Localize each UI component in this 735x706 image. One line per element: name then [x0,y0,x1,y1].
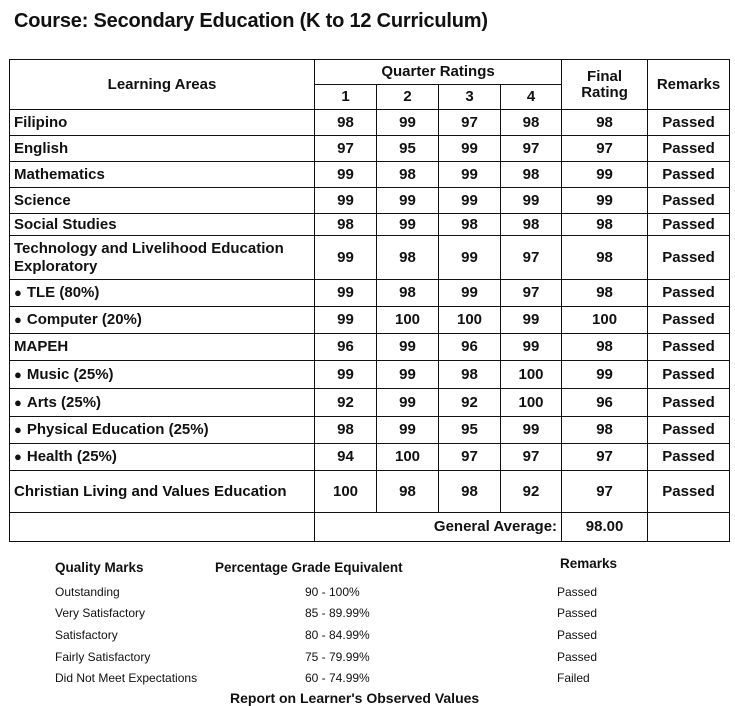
header-quarter-ratings: Quarter Ratings [315,60,562,85]
legend-header-percentage: Percentage Grade Equivalent [215,560,403,575]
final-rating: 98 [562,236,648,280]
legend-range: 60 - 74.99% [305,671,370,685]
header-final-rating: Final Rating [562,60,648,110]
final-rating: 98 [562,417,648,444]
general-average-row [10,513,730,542]
table-row [10,110,730,136]
quarter-rating: 98 [315,417,377,444]
quarter-rating: 97 [501,236,562,280]
quarter-rating: 99 [315,307,377,334]
final-rating: 97 [562,136,648,162]
quarter-rating: 99 [439,236,501,280]
legend-remarks: Passed [557,606,598,620]
observed-values-title: Report on Learner's Observed Values [230,690,480,706]
final-rating: 98 [562,334,648,361]
quarter-rating: 99 [377,334,439,361]
quarter-rating: 99 [315,361,377,389]
learning-area-name: Mathematics [10,162,315,188]
quarter-rating: 98 [501,214,562,236]
learning-area-name: Social Studies [10,214,315,236]
quarter-rating: 98 [439,361,501,389]
final-rating: 99 [562,188,648,214]
quarter-rating: 97 [439,444,501,471]
final-rating: 98 [562,214,648,236]
grades-table [9,59,730,542]
final-rating: 97 [562,471,648,513]
quarter-rating: 98 [377,236,439,280]
quarter-rating: 95 [377,136,439,162]
bullet-icon: ● [14,394,22,410]
legend-remarks: Passed [557,585,598,599]
quarter-rating: 100 [377,444,439,471]
legend-remarks: Passed [557,628,598,642]
remarks-cell: Passed [648,110,730,136]
quarter-rating: 99 [315,280,377,307]
quarter-rating: 99 [501,417,562,444]
quarter-rating: 100 [315,471,377,513]
quarter-rating: 98 [501,110,562,136]
quarter-rating: 98 [315,214,377,236]
quarter-rating: 99 [377,417,439,444]
legend-quality-mark: Outstanding [55,585,120,599]
remarks-cell: Passed [648,361,730,389]
learning-area-name: Christian Living and Values Education [10,471,315,513]
learning-subarea: ● Arts (25%) [10,389,315,417]
header-quarter-4: 4 [501,85,562,110]
legend-header-remarks: Remarks [560,556,618,571]
table-row [10,307,730,334]
quarter-rating: 99 [501,334,562,361]
final-rating: 98 [562,280,648,307]
remarks-cell: Passed [648,188,730,214]
header-quarter-2: 2 [377,85,439,110]
quarter-rating: 99 [315,188,377,214]
quarter-rating: 96 [315,334,377,361]
final-rating: 99 [562,361,648,389]
quarter-rating: 98 [377,162,439,188]
quarter-rating: 99 [439,162,501,188]
remarks-cell: Passed [648,417,730,444]
remarks-cell: Passed [648,280,730,307]
table-row [10,444,730,471]
quarter-rating: 92 [315,389,377,417]
remarks-cell: Passed [648,214,730,236]
quarter-rating: 100 [501,389,562,417]
quarter-rating: 99 [439,188,501,214]
quarter-rating: 98 [439,214,501,236]
legend-header-quality-marks: Quality Marks [55,560,144,575]
remarks-cell: Passed [648,236,730,280]
quarter-rating: 99 [377,188,439,214]
quarter-rating: 100 [501,361,562,389]
bullet-icon: ● [14,312,22,327]
quarter-rating: 100 [377,307,439,334]
quarter-rating: 98 [315,110,377,136]
bullet-icon: ● [14,449,22,464]
final-rating: 99 [562,162,648,188]
quarter-rating: 99 [377,110,439,136]
header-remarks: Remarks [648,60,730,110]
remarks-cell: Passed [648,334,730,361]
quarter-rating: 97 [501,444,562,471]
quarter-rating: 97 [501,136,562,162]
quarter-rating: 99 [501,307,562,334]
learning-subarea: ● Physical Education (25%) [10,417,315,444]
header-quarter-3: 3 [439,85,501,110]
general-average-value: 98.00 [562,513,648,542]
general-average-label: General Average: [315,513,562,542]
remarks-cell: Passed [648,389,730,417]
table-row [10,280,730,307]
quarter-rating: 96 [439,334,501,361]
learning-subarea: ● TLE (80%) [10,280,315,307]
final-rating: 100 [562,307,648,334]
legend-range: 90 - 100% [305,585,360,599]
quarter-rating: 92 [501,471,562,513]
quarter-rating: 98 [377,471,439,513]
bullet-icon: ● [14,422,22,437]
quarter-rating: 99 [377,361,439,389]
table-row [10,162,730,188]
bullet-icon: ● [14,285,22,300]
quarter-rating: 99 [377,389,439,417]
quarter-rating: 98 [439,471,501,513]
legend-quality-mark: Very Satisfactory [55,606,146,620]
header-learning-areas: Learning Areas [10,60,315,110]
table-row [10,136,730,162]
learning-area-name: Technology and Livelihood Education Exploratory [10,236,315,280]
quarter-rating: 99 [377,214,439,236]
table-row [10,334,730,361]
quarter-rating: 92 [439,389,501,417]
quarter-rating: 97 [439,110,501,136]
quarter-rating: 99 [315,162,377,188]
legend-quality-mark: Fairly Satisfactory [55,650,151,664]
table-row [10,417,730,444]
legend-remarks: Passed [557,650,598,664]
remarks-cell: Passed [648,162,730,188]
learning-subarea: ● Computer (20%) [10,307,315,334]
learning-subarea: ● Music (25%) [10,361,315,389]
final-rating: 97 [562,444,648,471]
quarter-rating: 98 [377,280,439,307]
table-row [10,188,730,214]
learning-area-name: Filipino [10,110,315,136]
legend-range: 85 - 89.99% [305,606,370,620]
remarks-cell: Passed [648,307,730,334]
bullet-icon: ● [14,366,22,382]
learning-area-name: English [10,136,315,162]
quarter-rating: 97 [315,136,377,162]
quarter-rating: 94 [315,444,377,471]
learning-subarea: ● Health (25%) [10,444,315,471]
legend-remarks: Failed [557,671,590,685]
remarks-cell: Passed [648,136,730,162]
table-row [10,471,730,513]
remarks-cell: Passed [648,471,730,513]
quarter-rating: 95 [439,417,501,444]
table-row [10,214,730,236]
legend-range: 75 - 79.99% [305,650,370,664]
final-rating: 98 [562,110,648,136]
course-title: Course: Secondary Education (K to 12 Curriculum) [14,10,488,32]
empty-cell [10,513,315,542]
quarter-rating: 98 [501,162,562,188]
table-row [10,389,730,417]
table-row [10,236,730,280]
remarks-cell: Passed [648,444,730,471]
learning-area-name: Science [10,188,315,214]
table-row [10,361,730,389]
legend-quality-mark: Satisfactory [55,628,118,642]
header-quarter-1: 1 [315,85,377,110]
empty-cell [648,513,730,542]
final-rating: 96 [562,389,648,417]
learning-area-name: MAPEH [10,334,315,361]
quarter-rating: 97 [501,280,562,307]
legend-quality-mark: Did Not Meet Expectations [55,671,198,685]
quarter-rating: 99 [439,280,501,307]
quarter-rating: 100 [439,307,501,334]
quarter-rating: 99 [439,136,501,162]
quarter-rating: 99 [315,236,377,280]
legend-range: 80 - 84.99% [305,628,370,642]
quarter-rating: 99 [501,188,562,214]
